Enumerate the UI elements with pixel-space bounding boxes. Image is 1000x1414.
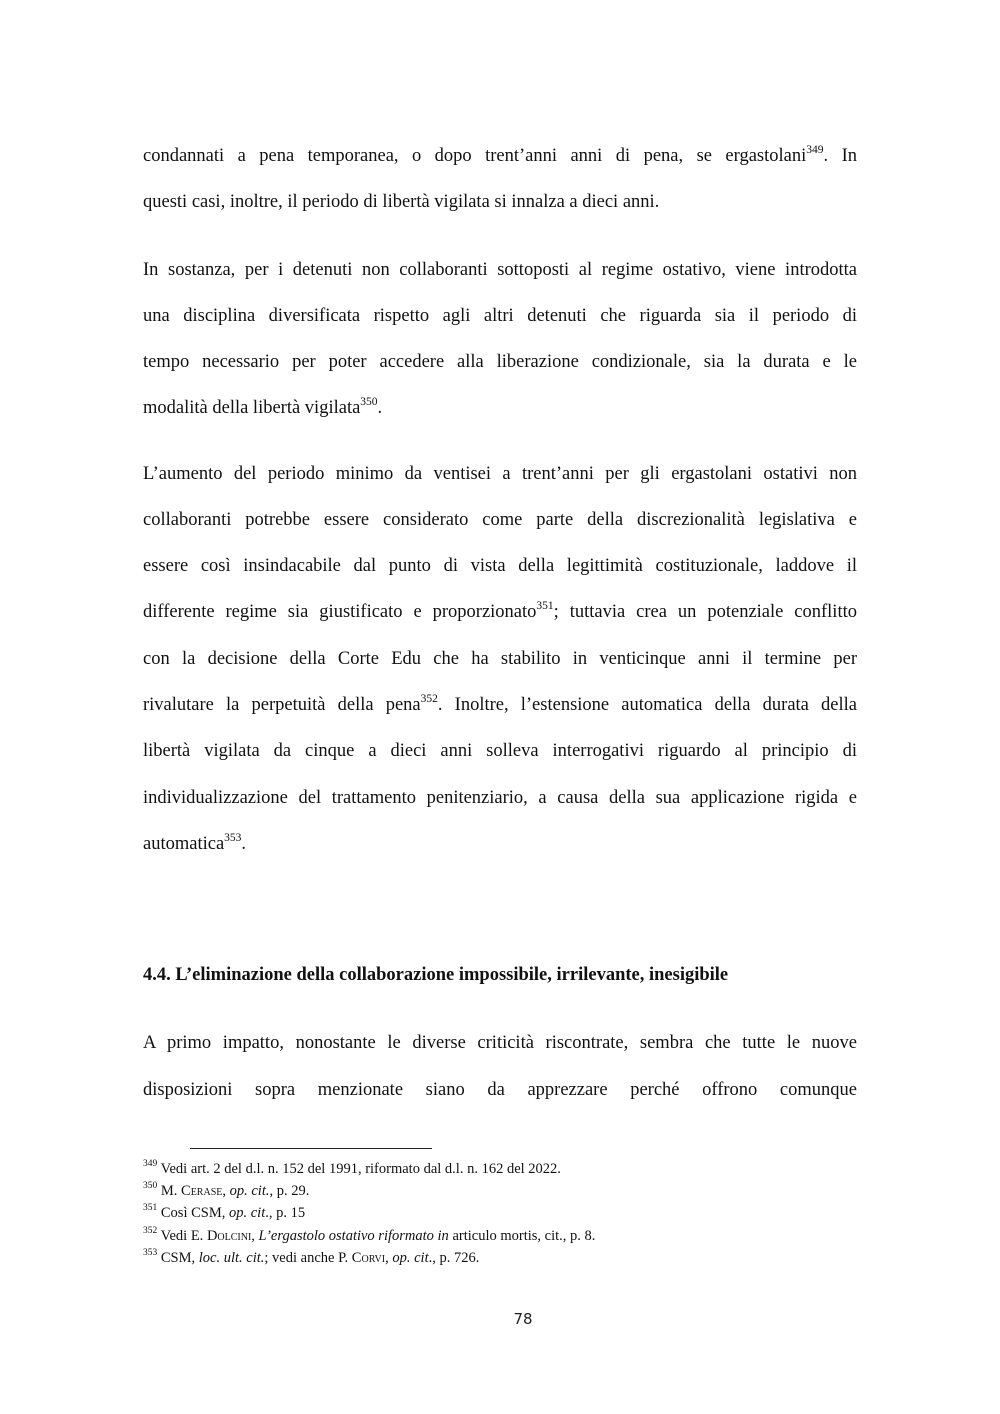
line-text: A primo impatto, nonostante le diverse criticità riscontrate, sembra che tutte le nuove [143,1033,857,1053]
paragraph-3-line [143,462,857,486]
paragraph-1-line [143,144,857,168]
line-text: rivalutare la perpetuità della pena [143,695,421,715]
line-text-after: . [377,398,383,418]
line-text-after: . In [823,146,857,166]
footnote-352 [143,1227,595,1245]
line-text-after: . [241,834,247,854]
section-heading: 4.4. L’eliminazione della collaborazione impossibile, irrilevante, inesigibile [143,965,729,985]
footnote-number: 349 [143,1159,158,1170]
footnote-number: 353 [143,1248,158,1259]
paragraph-2-line [143,258,857,282]
footnote-text: CSM, [160,1250,199,1266]
paragraph-3-line [143,647,857,671]
line-text: essere così insindacabile dal punto di vista della legittimità costituzionale, laddove il [143,556,857,576]
section-paragraph-line [143,1078,857,1102]
line-text: automatica [143,834,225,854]
footnote-ref: 349 [806,143,824,156]
line-text: differente regime sia giustificato e proporzionato [143,602,537,622]
line-text: collaboranti potrebbe essere considerato come parte della discrezionalità legislativa e [143,510,857,530]
line-text: In sostanza, per i detenuti non collaboranti sottoposti al regime ostativo, viene introdotta [143,260,857,280]
paragraph-2-line [143,304,857,328]
line-text: individualizzazione del trattamento penitenziario, a causa della sua applicazione rigida e [143,788,857,808]
footnote-text: Cerase [181,1183,223,1199]
line-text: L’aumento del periodo minimo da ventisei a trent’anni per gli ergastolani ostativi non [143,464,857,484]
footnote-text: loc. ult. cit. [198,1250,265,1266]
body-text [143,0,857,1110]
footnote-text: Vedi art. 2 del d.l. n. 152 del 1991, riformato dal d.l. n. 162 del 2022. [160,1161,561,1177]
footnote-text: , [385,1250,393,1266]
footnote-ref: 352 [420,692,438,705]
paragraph-3-line [143,508,857,532]
line-text-after: . Inoltre, l’estensione automatica della durata della [437,695,857,715]
footnote-ref: 350 [360,395,378,408]
footnote-349 [143,1160,561,1178]
line-text: libertà vigilata da cinque a dieci anni solleva interrogativi riguardo al principio di [143,741,857,761]
footnote-separator [190,1148,432,1149]
footnote-text: L’ergastolo ostativo riformato in [258,1228,449,1244]
paragraph-3-line [143,554,857,578]
footnote-text: Corvi [351,1250,386,1266]
footnote-350 [143,1182,309,1200]
paragraph-3-line [143,786,857,810]
footnote-text: Vedi E. [160,1228,207,1244]
footnote-text: Così CSM, [160,1205,229,1221]
footnote-text: articulo mortis, cit., p. 8. [448,1228,596,1244]
footnote-number: 350 [143,1181,158,1192]
paragraph-3-line [143,600,857,624]
line-text: tempo necessario per poter accedere alla liberazione condizionale, sia la durata e le [143,352,857,372]
footnote-text: ., p. 726. [428,1250,480,1266]
section-paragraph-line [143,1031,857,1055]
line-text-after: ; tuttavia crea un potenziale conflitto [553,602,857,622]
paragraph-1-line [143,190,857,214]
page-number: 78 [513,1310,533,1328]
footnote-text: M. [160,1183,182,1199]
footnote-text: ., p. 15 [265,1205,306,1221]
footnote-number: 352 [143,1226,158,1237]
line-text: modalità della libertà vigilata [143,398,361,418]
paragraph-3-line [143,832,857,856]
line-text: condannati a pena temporanea, o dopo trent’anni anni di pena, se ergastolani [143,146,807,166]
footnote-number: 351 [143,1203,158,1214]
paragraph-3-line [143,693,857,717]
paragraph-3-line [143,739,857,763]
footnote-text: Dolcini [206,1228,252,1244]
footnote-text: op. cit [228,1205,266,1221]
footnote-351 [143,1204,305,1222]
footnote-ref: 353 [224,831,242,844]
line-text: con la decisione della Corte Edu che ha stabilito in venticinque anni il termine per [143,649,857,669]
line-text: disposizioni sopra menzionate siano da apprezzare perché offrono comunque [143,1080,857,1100]
footnote-text: , [222,1183,230,1199]
footnote-ref: 351 [536,599,554,612]
footnote-text: , [251,1228,259,1244]
footnote-353 [143,1249,479,1267]
paragraph-2-line [143,350,857,374]
footnote-text: op. cit [392,1250,429,1266]
line-text: questi casi, inoltre, il periodo di libertà vigilata si innalza a dieci anni. [143,192,660,212]
line-text: una disciplina diversificata rispetto agli altri detenuti che riguarda sia il periodo di [143,306,857,326]
paragraph-2-line [143,396,857,420]
footnote-text: op. cit. [229,1183,270,1199]
footnote-text: ; vedi anche P. [264,1250,352,1266]
footnote-text: , p. 29. [269,1183,310,1199]
